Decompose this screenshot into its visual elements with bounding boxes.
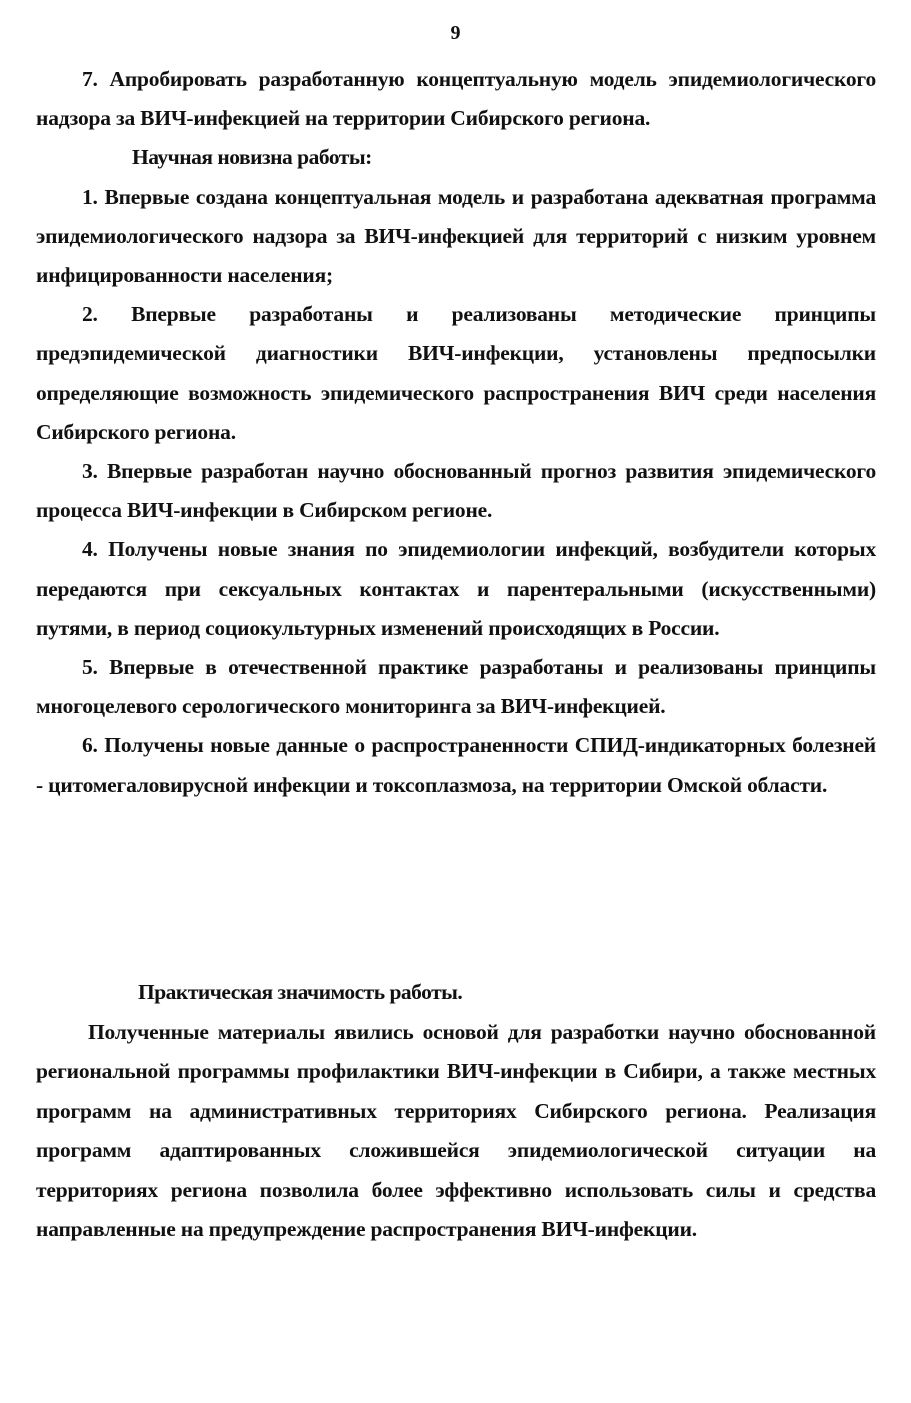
novelty-item-5: 5. Впервые в отечественной практике разработаны и реализованы принципы многоцелевого серологического мониторинга за ВИЧ-инфекцией.: [36, 655, 876, 719]
practical-heading: Практическая значимость работы.: [138, 980, 463, 1004]
novelty-section: [36, 60, 876, 805]
novelty-heading: Научная новизна работы:: [132, 145, 372, 170]
novelty-item-4: 4. Получены новые знания по эпидемиологии инфекций, возбудители которых передаются при сексуальных контактах и парентеральными (искусственными) путями, в период социокультурных изменений происходящих в России.: [36, 537, 876, 640]
practical-paragraph: Полученные материалы явились основой для разработки научно обоснованной региональной программы профилактики ВИЧ-инфекции в Сибири, а также местных программ на административных территориях Сибирского региона. Реализация программ адаптированных сложившейся эпидемиологической ситуации на территориях региона позволила более эффективно использовать силы и средства направленные на предупреждение распространения ВИЧ-инфекции.: [36, 1019, 876, 1241]
novelty-item-1: 1. Впервые создана концептуальная модель и разработана адекватная программа эпидемиологического надзора за ВИЧ-инфекцией для территорий с низким уровнем инфицированности населения;: [36, 184, 876, 288]
practical-section: [36, 973, 876, 1250]
novelty-item-2: 2. Впервые разработаны и реализованы методические принципы предэпидемической диагностики ВИЧ-инфекции, установлены предпосылки определяющие возможность эпидемического распространения ВИЧ среди населения Сибирского региона.: [36, 302, 876, 444]
novelty-item-6: 6. Получены новые данные о распространенности СПИД-индикаторных болезней - цитомегаловирусной инфекции и токсоплазмоза, на территории Омской области.: [36, 733, 876, 797]
page-number: 9: [450, 22, 461, 44]
novelty-item-3: 3. Впервые разработан научно обоснованный прогноз развития эпидемического процесса ВИЧ-инфекции в Сибирском регионе.: [36, 459, 876, 523]
task-item-7: 7. Апробировать разработанную концептуальную модель эпидемиологического надзора за ВИЧ-инфекцией на территории Сибирского региона.: [36, 67, 876, 131]
